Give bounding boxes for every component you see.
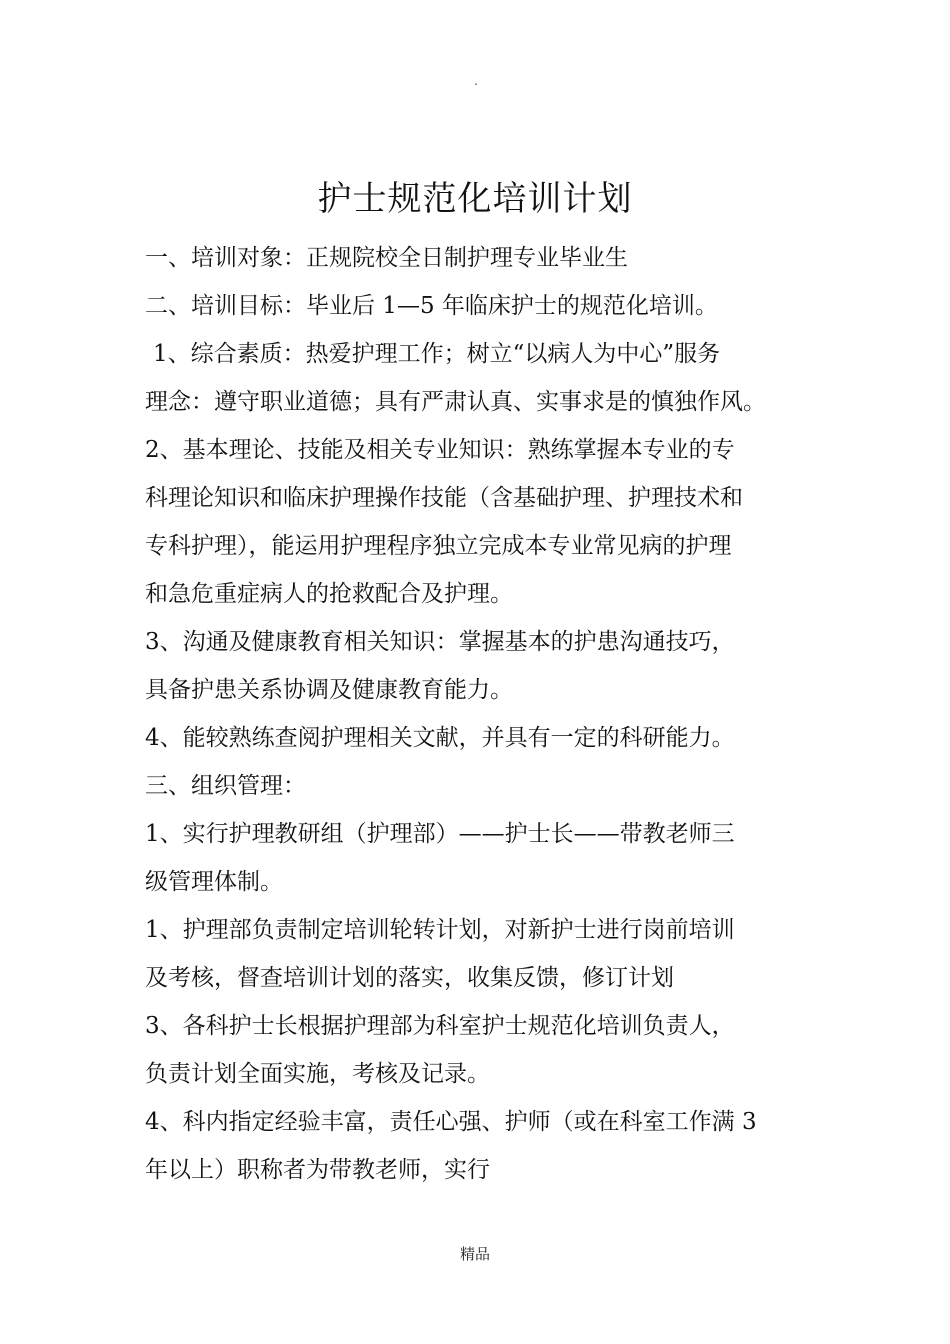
body-line: 理念：遵守职业道德；具有严肃认真、实事求是的慎独作风。 (145, 389, 766, 415)
body-line: 专科护理），能运用护理程序独立完成本专业常见病的护理 (145, 533, 732, 559)
body-line: 科理论知识和临床护理操作技能（含基础护理、护理技术和 (145, 485, 743, 511)
body-line: 4、能较熟练查阅护理相关文献，并具有一定的科研能力。 (145, 725, 735, 751)
body-line: 和急危重症病人的抢救配合及护理。 (145, 581, 513, 607)
body-line: 年以上）职称者为带教老师，实行 (145, 1157, 490, 1183)
document-body (145, 234, 815, 1194)
body-line: 负责计划全面实施，考核及记录。 (145, 1061, 490, 1087)
body-line: 2、基本理论、技能及相关专业知识：熟练掌握本专业的专 (145, 437, 735, 463)
body-line: 1、综合素质：热爱护理工作；树立“以病人为中心”服务 (153, 341, 721, 367)
body-line: 3、沟通及健康教育相关知识：掌握基本的护患沟通技巧， (145, 629, 735, 655)
document-title: 护士规范化培训计划 (317, 179, 633, 219)
body-line: 二、培训目标：毕业后 1—5 年临床护士的规范化培训。 (145, 293, 718, 319)
body-line: 1、实行护理教研组（护理部）——护士长——带教老师三 (145, 821, 735, 847)
body-line: 1、护理部负责制定培训轮转计划，对新护士进行岗前培训 (145, 917, 735, 943)
body-line: 3、各科护士长根据护理部为科室护士规范化培训负责人， (145, 1013, 735, 1039)
body-line: 三、组织管理： (145, 773, 306, 799)
body-line: 一、培训对象：正规院校全日制护理专业毕业生 (145, 245, 628, 271)
body-line: 及考核，督查培训计划的落实，收集反馈，修订计划 (145, 965, 674, 991)
body-line: 具备护患关系协调及健康教育能力。 (145, 677, 513, 703)
body-line: 4、科内指定经验丰富，责任心强、护师（或在科室工作满 3 (145, 1109, 757, 1135)
footer-text: 精品 (459, 1245, 490, 1263)
body-line: 级管理体制。 (145, 869, 283, 895)
header-dot: . (474, 74, 478, 88)
